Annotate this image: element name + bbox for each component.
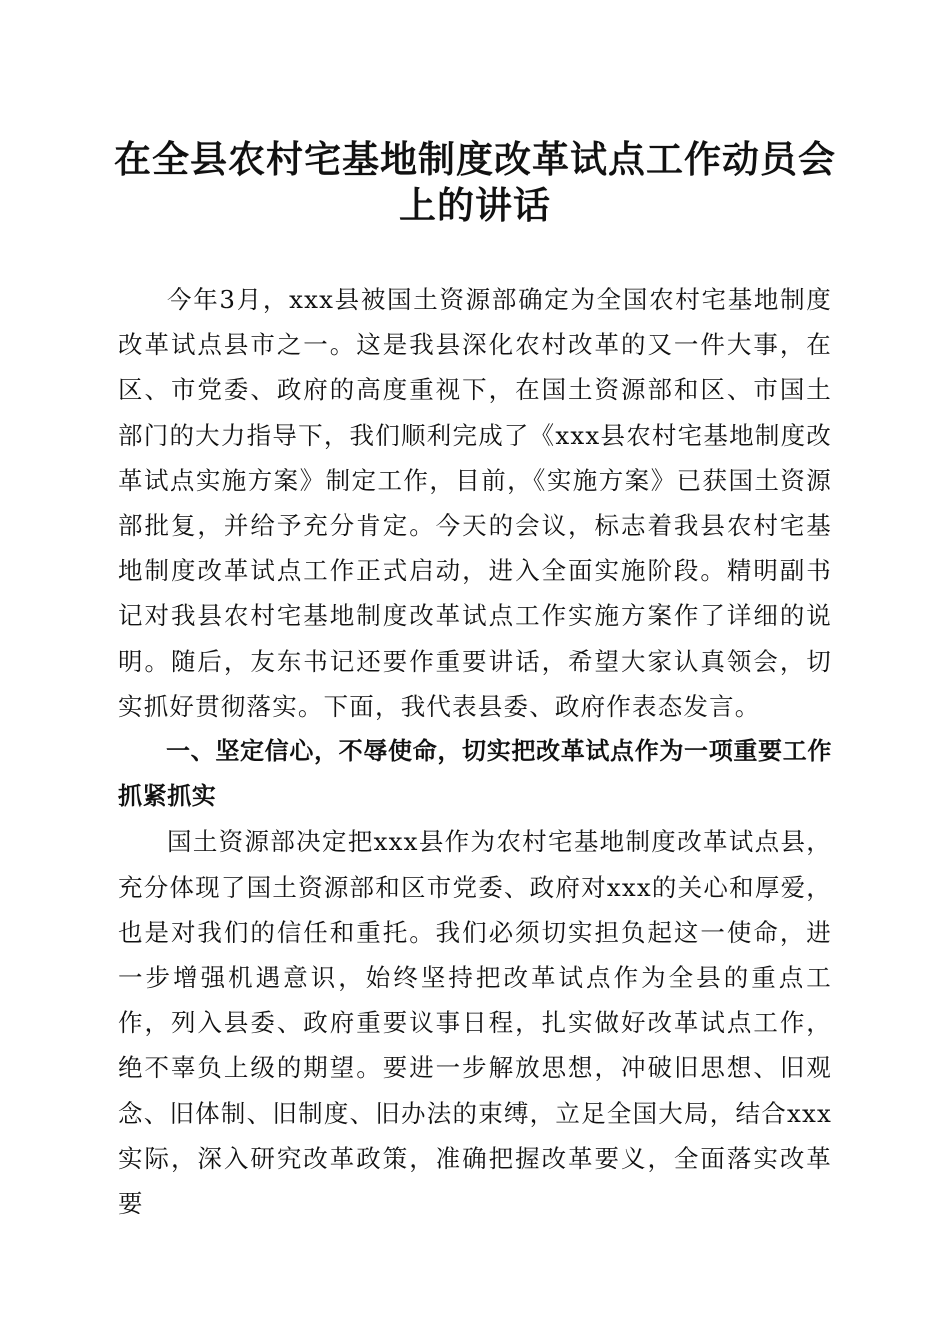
intro-paragraph: 今年3月，xxx县被国土资源部确定为全国农村宅基地制度改革试点县市之一。这是我县深化农村改革的又一件大事，在区、市党委、政府的高度重视下，在国土资源部和区、市国土部门的大力指导下，我们顺利完成了《xxx县农村宅基地制度改革试点实施方案》制定工作，目前，《实施方案》已获国土资源部批复，并给予充分肯定。今天的会议，标志着我县农村宅基地制度改革试点工作正式启动，进入全面实施阶段。精明副书记对我县农村宅基地制度改革试点工作实施方案作了详细的说明。随后，友东书记还要作重要讲话，希望大家认真领会，切实抓好贯彻落实。下面，我代表县委、政府作表态发言。 [118,285,832,721]
document-title: 在全县农村宅基地制度改革试点工作动员会上的讲话 [114,137,836,227]
section-heading: 一、坚定信心，不辱使命，切实把改革试点作为一项重要工作抓紧抓实 [118,737,832,811]
section-paragraph: 国土资源部决定把xxx县作为农村宅基地制度改革试点县，充分体现了国土资源部和区市党委、政府对xxx的关心和厚爱，也是对我们的信任和重托。我们必须切实担负起这一使命，进一步增强机遇意识，始终坚持把改革试点作为全县的重点工作，列入县委、政府重要议事日程，扎实做好改革试点工作，绝不辜负上级的期望。要进一步解放思想，冲破旧思想、旧观念、旧体制、旧制度、旧办法的束缚，立足全国大局，结合xxx实际，深入研究改革政策，准确把握改革要义，全面落实改革要 [118,827,832,1219]
document-body [118,277,832,1226]
